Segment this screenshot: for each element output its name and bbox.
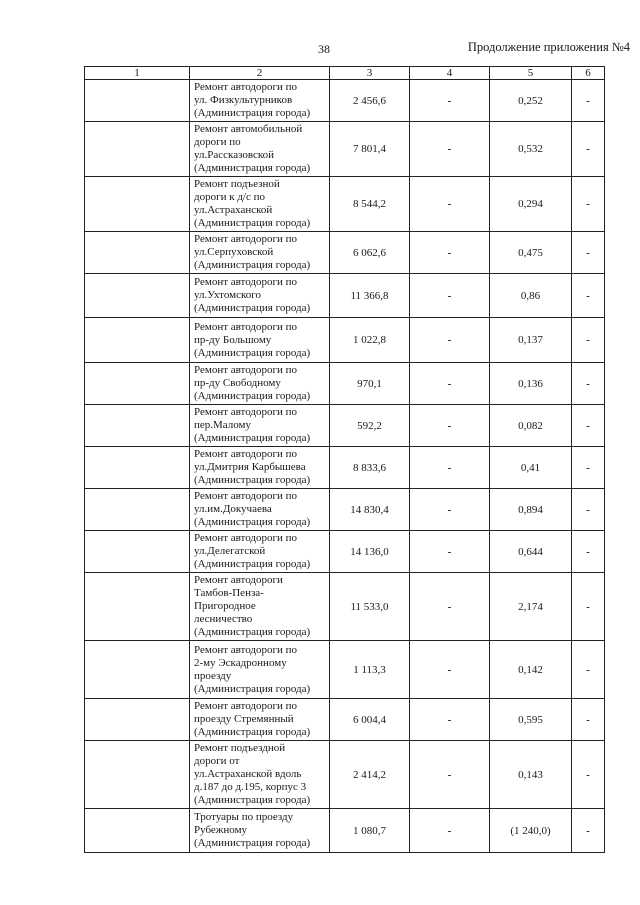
description-line: дороги к д/с по bbox=[194, 191, 266, 203]
description-line: проезду bbox=[194, 669, 232, 682]
column-header: 3 bbox=[330, 67, 410, 80]
description-line: (Администрация города) bbox=[194, 390, 311, 402]
cost-cell: 592,2 bbox=[330, 405, 410, 447]
column-6-cell: - bbox=[572, 641, 605, 699]
table-row bbox=[85, 809, 605, 853]
table-row bbox=[85, 447, 605, 489]
description-line: Ремонт автодороги по bbox=[194, 364, 298, 376]
row-number-cell bbox=[85, 641, 190, 699]
table-row bbox=[85, 318, 605, 363]
table-row bbox=[85, 232, 605, 274]
cost-cell: 8 544,2 bbox=[330, 177, 410, 232]
description-line: (Администрация города) bbox=[194, 726, 311, 738]
column-4-cell: - bbox=[410, 531, 490, 573]
column-4-cell: - bbox=[410, 274, 490, 318]
description-line: (Администрация города) bbox=[194, 432, 311, 444]
table-row bbox=[85, 80, 605, 122]
description-line: Ремонт автодороги по bbox=[194, 406, 298, 418]
description-line: ул.Астраханской bbox=[194, 204, 273, 216]
column-4-cell: - bbox=[410, 177, 490, 232]
length-cell: 0,294 bbox=[490, 177, 572, 232]
column-6-cell: - bbox=[572, 741, 605, 809]
cost-cell: 6 004,4 bbox=[330, 699, 410, 741]
length-cell: 0,595 bbox=[490, 699, 572, 741]
cost-cell: 1 080,7 bbox=[330, 809, 410, 853]
table-row bbox=[85, 405, 605, 447]
description-line: (Администрация города) bbox=[194, 217, 311, 229]
table-header bbox=[85, 67, 605, 80]
row-number-cell bbox=[85, 122, 190, 177]
description-line: ул.Делегатской bbox=[194, 545, 266, 557]
description-line: (Администрация города) bbox=[194, 302, 311, 314]
table-row bbox=[85, 699, 605, 741]
row-number-cell bbox=[85, 232, 190, 274]
description-line: ул.Рассказовской bbox=[194, 149, 275, 161]
work-description-cell bbox=[190, 699, 330, 741]
length-cell: 0,142 bbox=[490, 641, 572, 699]
column-4-cell: - bbox=[410, 741, 490, 809]
work-description-cell bbox=[190, 741, 330, 809]
length-cell: (1 240,0) bbox=[490, 809, 572, 853]
row-number-cell bbox=[85, 741, 190, 809]
row-number-cell bbox=[85, 489, 190, 531]
column-header: 5 bbox=[490, 67, 572, 80]
description-line: Рубежному bbox=[194, 824, 248, 836]
column-6-cell: - bbox=[572, 80, 605, 122]
length-cell: 0,475 bbox=[490, 232, 572, 274]
column-header: 1 bbox=[85, 67, 190, 80]
description-line: пр-ду Большому bbox=[194, 333, 272, 346]
cost-cell: 11 366,8 bbox=[330, 274, 410, 318]
column-4-cell: - bbox=[410, 80, 490, 122]
column-6-cell: - bbox=[572, 363, 605, 405]
column-6-cell: - bbox=[572, 122, 605, 177]
length-cell: 2,174 bbox=[490, 573, 572, 641]
work-description-cell bbox=[190, 531, 330, 573]
description-line: Ремонт автодороги по bbox=[194, 320, 298, 333]
description-line: Тротуары по проезду bbox=[194, 811, 294, 823]
description-line: ул.им.Докучаева bbox=[194, 503, 272, 515]
work-description-cell bbox=[190, 641, 330, 699]
work-description-cell bbox=[190, 489, 330, 531]
column-6-cell: - bbox=[572, 809, 605, 853]
cost-cell: 14 830,4 bbox=[330, 489, 410, 531]
row-number-cell bbox=[85, 177, 190, 232]
row-number-cell bbox=[85, 80, 190, 122]
work-description-cell bbox=[190, 274, 330, 318]
row-number-cell bbox=[85, 699, 190, 741]
column-6-cell: - bbox=[572, 531, 605, 573]
length-cell: 0,86 bbox=[490, 274, 572, 318]
row-number-cell bbox=[85, 809, 190, 853]
length-cell: 0,143 bbox=[490, 741, 572, 809]
column-header: 6 bbox=[572, 67, 605, 80]
row-number-cell bbox=[85, 405, 190, 447]
row-number-cell bbox=[85, 274, 190, 318]
description-line: Ремонт автодороги bbox=[194, 574, 283, 586]
description-line: дороги по bbox=[194, 136, 241, 148]
description-line: Ремонт автодороги по bbox=[194, 643, 298, 656]
description-line: (Администрация города) bbox=[194, 794, 311, 806]
cost-cell: 6 062,6 bbox=[330, 232, 410, 274]
work-description-cell bbox=[190, 573, 330, 641]
work-description-cell bbox=[190, 80, 330, 122]
description-line: ул.Дмитрия Карбышева bbox=[194, 461, 306, 473]
cost-cell: 970,1 bbox=[330, 363, 410, 405]
cost-cell: 2 414,2 bbox=[330, 741, 410, 809]
description-line: ул.Ухтомского bbox=[194, 289, 261, 301]
description-line: проезду Стремянный bbox=[194, 713, 294, 725]
column-4-cell: - bbox=[410, 318, 490, 363]
description-line: Ремонт автодороги по bbox=[194, 448, 298, 460]
work-description-cell bbox=[190, 809, 330, 853]
description-line: (Администрация города) bbox=[194, 259, 311, 271]
data-table bbox=[84, 66, 605, 853]
description-line: д.187 до д.195, корпус 3 bbox=[194, 781, 307, 793]
table-row bbox=[85, 274, 605, 318]
description-line: (Администрация города) bbox=[194, 558, 311, 570]
description-line: Ремонт автодороги по bbox=[194, 532, 298, 544]
column-6-cell: - bbox=[572, 318, 605, 363]
column-6-cell: - bbox=[572, 232, 605, 274]
description-line: Ремонт автодороги по bbox=[194, 276, 298, 288]
cost-cell: 11 533,0 bbox=[330, 573, 410, 641]
column-6-cell: - bbox=[572, 573, 605, 641]
header-row bbox=[85, 67, 605, 80]
table-row bbox=[85, 177, 605, 232]
table-row bbox=[85, 641, 605, 699]
length-cell: 0,894 bbox=[490, 489, 572, 531]
description-line: (Администрация города) bbox=[194, 626, 311, 638]
cost-cell: 1 113,3 bbox=[330, 641, 410, 699]
column-4-cell: - bbox=[410, 573, 490, 641]
column-4-cell: - bbox=[410, 489, 490, 531]
work-description-cell bbox=[190, 122, 330, 177]
description-line: ул. Физкультурников bbox=[194, 94, 293, 106]
cost-cell: 2 456,6 bbox=[330, 80, 410, 122]
table-body bbox=[85, 80, 605, 853]
description-line: ул.Серпуховской bbox=[194, 246, 274, 258]
description-line: Пригородное bbox=[194, 600, 256, 612]
length-cell: 0,644 bbox=[490, 531, 572, 573]
description-line: Ремонт автодороги по bbox=[194, 81, 298, 93]
description-line: пер.Малому bbox=[194, 419, 252, 431]
table-row bbox=[85, 122, 605, 177]
row-number-cell bbox=[85, 531, 190, 573]
column-6-cell: - bbox=[572, 447, 605, 489]
work-description-cell bbox=[190, 405, 330, 447]
column-6-cell: - bbox=[572, 489, 605, 531]
description-line: пр-ду Свободному bbox=[194, 377, 281, 389]
column-6-cell: - bbox=[572, 699, 605, 741]
row-number-cell bbox=[85, 318, 190, 363]
row-number-cell bbox=[85, 363, 190, 405]
description-line: (Администрация города) bbox=[194, 162, 311, 174]
length-cell: 0,41 bbox=[490, 447, 572, 489]
cost-cell: 1 022,8 bbox=[330, 318, 410, 363]
description-line: Ремонт автодороги по bbox=[194, 700, 298, 712]
description-line: лесничество bbox=[194, 613, 253, 625]
column-6-cell: - bbox=[572, 177, 605, 232]
description-line: дороги от bbox=[194, 755, 240, 767]
column-6-cell: - bbox=[572, 405, 605, 447]
column-4-cell: - bbox=[410, 122, 490, 177]
column-4-cell: - bbox=[410, 363, 490, 405]
description-line: Ремонт автодороги по bbox=[194, 490, 298, 502]
length-cell: 0,532 bbox=[490, 122, 572, 177]
column-4-cell: - bbox=[410, 405, 490, 447]
description-line: Тамбов-Пенза- bbox=[194, 587, 264, 599]
length-cell: 0,082 bbox=[490, 405, 572, 447]
column-header: 2 bbox=[190, 67, 330, 80]
column-4-cell: - bbox=[410, 232, 490, 274]
column-4-cell: - bbox=[410, 641, 490, 699]
description-line: (Администрация города) bbox=[194, 107, 311, 119]
length-cell: 0,252 bbox=[490, 80, 572, 122]
length-cell: 0,137 bbox=[490, 318, 572, 363]
column-4-cell: - bbox=[410, 699, 490, 741]
description-line: ул.Астраханской вдоль bbox=[194, 768, 302, 780]
column-4-cell: - bbox=[410, 447, 490, 489]
description-line: (Администрация города) bbox=[194, 837, 311, 849]
column-6-cell: - bbox=[572, 274, 605, 318]
work-description-cell bbox=[190, 363, 330, 405]
row-number-cell bbox=[85, 573, 190, 641]
description-line: 2-му Эскадронному bbox=[194, 656, 287, 669]
page-number: 38 bbox=[318, 42, 330, 56]
work-description-cell bbox=[190, 177, 330, 232]
description-line: (Администрация города) bbox=[194, 346, 311, 359]
column-header: 4 bbox=[410, 67, 490, 80]
column-4-cell: - bbox=[410, 809, 490, 853]
table-row bbox=[85, 489, 605, 531]
description-line: Ремонт автодороги по bbox=[194, 233, 298, 245]
length-cell: 0,136 bbox=[490, 363, 572, 405]
description-line: Ремонт подъезной bbox=[194, 178, 280, 190]
description-line: (Администрация города) bbox=[194, 516, 311, 528]
work-description-cell bbox=[190, 318, 330, 363]
description-line: Ремонт подъездной bbox=[194, 742, 286, 754]
description-line: (Администрация города) bbox=[194, 474, 311, 486]
cost-cell: 7 801,4 bbox=[330, 122, 410, 177]
cost-cell: 8 833,6 bbox=[330, 447, 410, 489]
table-row bbox=[85, 531, 605, 573]
table-row bbox=[85, 741, 605, 809]
description-line: Ремонт автомобильной bbox=[194, 123, 303, 135]
row-number-cell bbox=[85, 447, 190, 489]
cost-cell: 14 136,0 bbox=[330, 531, 410, 573]
appendix-title: Продолжение приложения №4 bbox=[467, 40, 630, 54]
work-description-cell bbox=[190, 232, 330, 274]
description-line: (Администрация города) bbox=[194, 682, 311, 695]
work-description-cell bbox=[190, 447, 330, 489]
table-row bbox=[85, 573, 605, 641]
table-row bbox=[85, 363, 605, 405]
